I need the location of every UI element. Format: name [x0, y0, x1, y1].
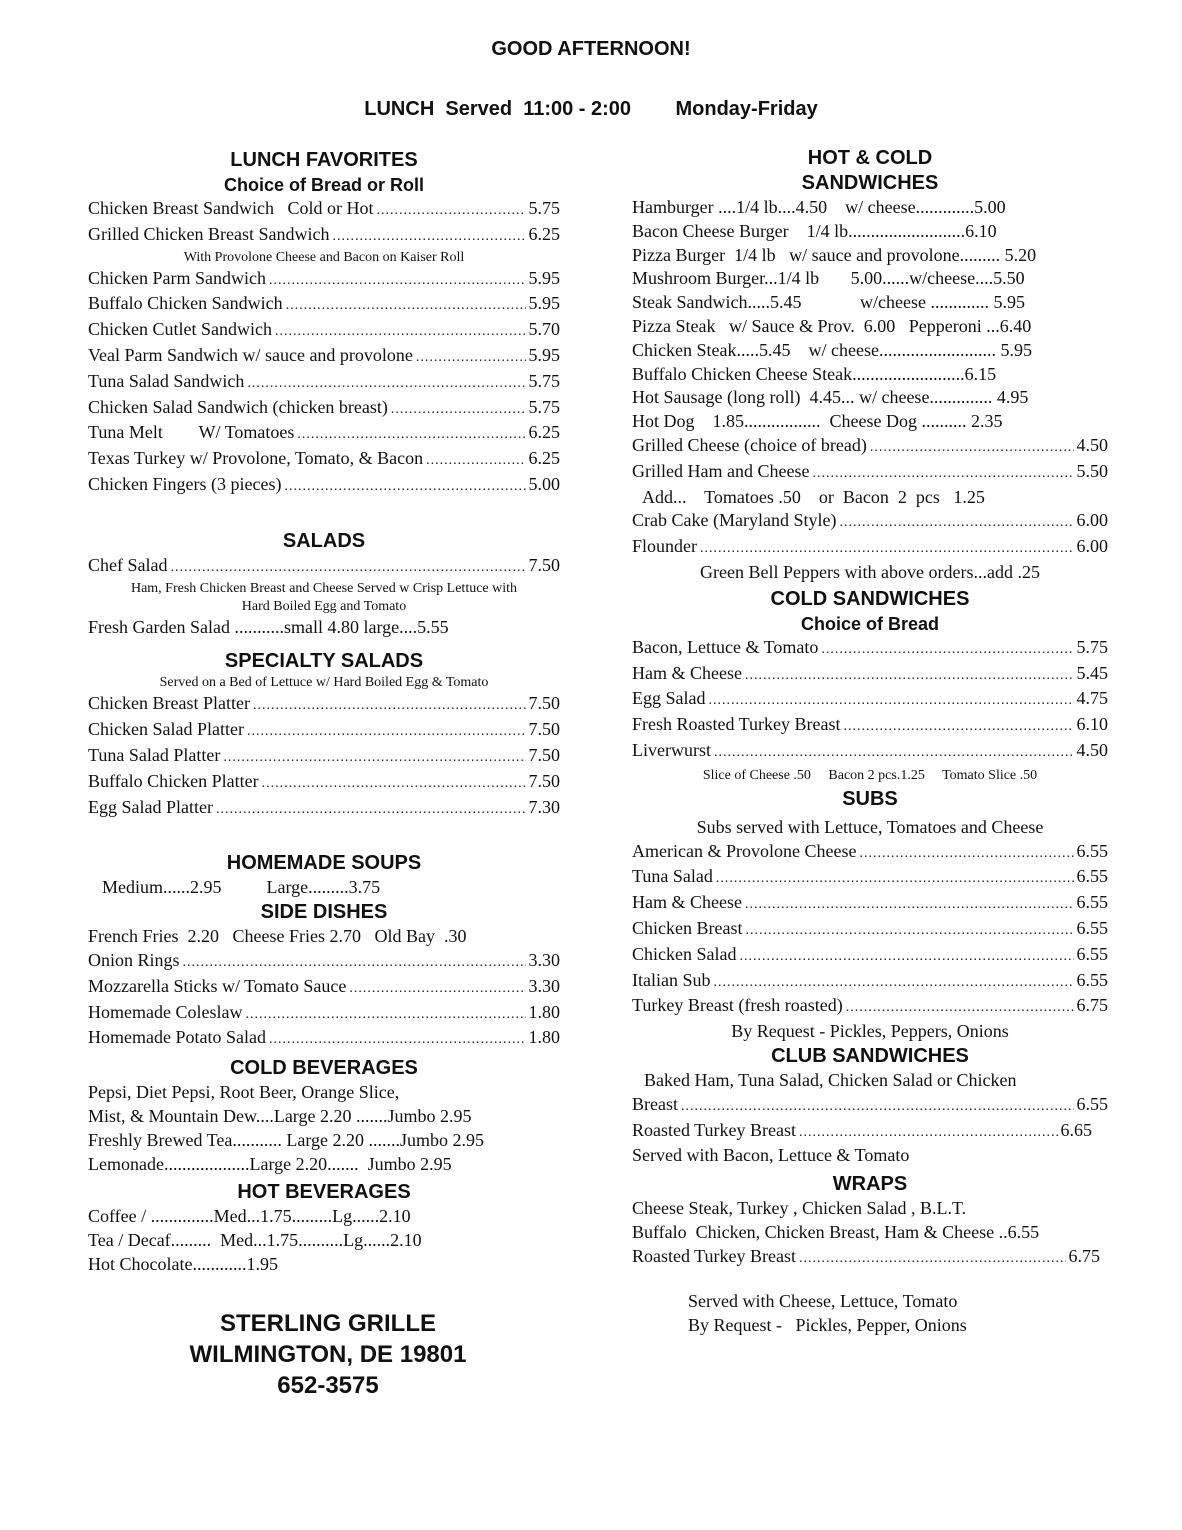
menu-line: Chicken Steak.....5.45 w/ cheese.......................... 5.95	[632, 339, 1032, 360]
subs-request: By Request - Pickles, Peppers, Onions	[731, 1021, 1009, 1042]
restaurant-city: WILMINGTON, DE 19801	[189, 1341, 467, 1368]
menu-item: Grilled Chicken Breast Sandwich ..... 6.25	[88, 223, 560, 249]
menu-item: Liverwurst ..... 4.50	[632, 739, 1108, 765]
beverage-line: Freshly Brewed Tea........... Large 2.20 .......Jumbo 2.95	[88, 1129, 485, 1150]
menu-item: Roasted Turkey Breast ..... 6.65	[632, 1119, 1092, 1145]
lunch-favorites-title: LUNCH FAVORITES	[230, 149, 418, 171]
menu-item: Fresh Roasted Turkey Breast ..... 6.10	[632, 713, 1108, 739]
menu-item: Tuna Melt W/ Tomatoes ..... 6.25	[88, 421, 560, 447]
cold-sandwiches-title: COLD SANDWICHES	[770, 587, 970, 610]
menu-item: Roasted Turkey Breast ..... 6.75	[632, 1245, 1100, 1271]
extras-line: Slice of Cheese .50 Bacon 2 pcs.1.25 Tomato Slice .50	[702, 767, 1038, 783]
menu-line: Hot Sausage (long roll) 4.45... w/ cheese.............. 4.95	[632, 387, 1029, 408]
menu-item: Buffalo Chicken Platter ..... 7.50	[88, 770, 560, 796]
menu-item: Ham & Cheese ..... 5.45	[632, 662, 1108, 688]
menu-item: American & Provolone Cheese ..... 6.55	[632, 840, 1108, 866]
restaurant-phone: 652-3575	[277, 1372, 379, 1399]
wraps-line: Cheese Steak, Turkey , Chicken Salad , B.L.T.	[632, 1198, 967, 1219]
wraps-title: WRAPS	[832, 1173, 908, 1196]
menu-line: Steak Sandwich.....5.45 w/cheese ............. 5.95	[632, 292, 1025, 313]
salads-title: SALADS	[282, 529, 366, 552]
menu-item: Chicken Fingers (3 pieces) ..... 5.00	[88, 473, 560, 499]
club-served: Served with Bacon, Lettuce & Tomato	[632, 1145, 910, 1166]
menu-item: Grilled Cheese (choice of bread) ..... 4.50	[632, 434, 1108, 460]
garden-salad-line: Fresh Garden Salad ...........small 4.80 large....5.55	[88, 616, 449, 637]
menu-item: Buffalo Chicken Sandwich ..... 5.95	[88, 292, 560, 318]
beverage-line: Hot Chocolate............1.95	[88, 1253, 278, 1274]
hot-beverages-title: HOT BEVERAGES	[237, 1181, 411, 1204]
subs-title: SUBS	[842, 787, 898, 810]
menu-item: Bacon, Lettuce & Tomato ..... 5.75	[632, 636, 1108, 662]
menu-line: Bacon Cheese Burger 1/4 lb..........................6.10	[632, 220, 997, 241]
restaurant-name: STERLING GRILLE	[220, 1310, 436, 1337]
menu-item: Grilled Ham and Cheese ..... 5.50	[632, 460, 1108, 486]
menu-line: Pizza Steak w/ Sauce & Prov. 6.00 Pepperoni ...6.40	[632, 315, 1032, 336]
menu-item: Tuna Salad Platter ..... 7.50	[88, 744, 560, 770]
menu-item: Chicken Salad ..... 6.55	[632, 943, 1108, 969]
beverage-line: Tea / Decaf......... Med...1.75..........Lg......2.10	[88, 1230, 422, 1251]
side-dishes-title: SIDE DISHES	[260, 901, 388, 924]
menu-line: Buffalo Chicken Cheese Steak.........................6.15	[632, 363, 997, 384]
menu-item: Crab Cake (Maryland Style) ..... 6.00	[632, 509, 1108, 535]
menu-item: Homemade Potato Salad ..... 1.80	[88, 1026, 560, 1052]
menu-item: Turkey Breast (fresh roasted) ..... 6.75	[632, 994, 1108, 1020]
menu-item: Chicken Salad Sandwich (chicken breast) ..... 5.75	[88, 396, 560, 422]
menu-item: Tuna Salad Sandwich ..... 5.75	[88, 370, 560, 396]
club-line: Baked Ham, Tuna Salad, Chicken Salad or Chicken	[644, 1069, 1017, 1090]
greeting: GOOD AFTERNOON!	[491, 38, 691, 60]
menu-item: Texas Turkey w/ Provolone, Tomato, & Bacon ..... 6.25	[88, 447, 560, 473]
wraps-served: Served with Cheese, Lettuce, Tomato	[688, 1291, 958, 1312]
hot-cold-title: HOT & COLD	[807, 147, 933, 169]
menu-item: Chicken Parm Sandwich ..... 5.95	[88, 267, 560, 293]
beverage-line: Lemonade...................Large 2.20....... Jumbo 2.95	[88, 1153, 452, 1174]
menu-item: Chicken Salad Platter ..... 7.50	[88, 718, 560, 744]
fries-line: French Fries 2.20 Cheese Fries 2.70 Old Bay .30	[88, 926, 467, 947]
menu-item: Ham & Cheese ..... 6.55	[632, 891, 1108, 917]
menu-item: Veal Parm Sandwich w/ sauce and provolone ..... 5.95	[88, 344, 560, 370]
beverage-line: Mist, & Mountain Dew....Large 2.20 .......Jumbo 2.95	[88, 1105, 472, 1126]
menu-item: Breast ..... 6.55	[632, 1093, 1108, 1119]
menu-line: Pizza Burger 1/4 lb w/ sauce and provolone......... 5.20	[632, 244, 1037, 265]
lunch-hours: LUNCH Served 11:00 - 2:00 Monday-Friday	[364, 98, 818, 120]
specialty-note: Served on a Bed of Lettuce w/ Hard Boiled Egg & Tomato	[159, 675, 489, 691]
peppers-line: Green Bell Peppers with above orders...add .25	[700, 561, 1040, 582]
right-column	[632, 146, 1108, 1338]
specialty-salads-title: SPECIALTY SALADS	[224, 650, 424, 673]
menu-line: Hamburger ....1/4 lb....4.50 w/ cheese.............5.00	[632, 197, 1006, 217]
menu-item: Chicken Breast Platter ..... 7.50	[88, 692, 560, 718]
cold-beverages-title: COLD BEVERAGES	[230, 1057, 418, 1080]
left-column	[88, 148, 560, 1277]
beverage-line: Coffee / ..............Med...1.75.........Lg......2.10	[88, 1206, 411, 1227]
item-note: Ham, Fresh Chicken Breast and Cheese Served w Crisp Lettuce with Hard Boiled Egg and Tomato	[130, 580, 518, 614]
hot-cold-title-2: SANDWICHES	[801, 172, 939, 194]
subs-intro: Subs served with Lettuce, Tomatoes and Cheese	[696, 816, 1044, 837]
lunch-favorites-subtitle: Choice of Bread or Roll	[223, 175, 425, 195]
menu-item: Egg Salad Platter ..... 7.30	[88, 796, 560, 822]
soups-title: HOMEMADE SOUPS	[226, 852, 422, 875]
menu-item: Egg Salad ..... 4.75	[632, 687, 1108, 713]
menu-item: Chicken Breast ..... 6.55	[632, 917, 1108, 943]
item-note: With Provolone Cheese and Bacon on Kaiser Roll	[183, 249, 465, 265]
restaurant-footer	[88, 1308, 568, 1401]
menu-line: Mushroom Burger...1/4 lb 5.00......w/cheese....5.50	[632, 268, 1025, 289]
wraps-line: Buffalo Chicken, Chicken Breast, Ham & Cheese ..6.55	[632, 1221, 1040, 1242]
menu-item: Onion Rings ..... 3.30	[88, 949, 560, 975]
club-sandwiches-title: CLUB SANDWICHES	[771, 1044, 969, 1067]
menu-item: Mozzarella Sticks w/ Tomato Sauce ..... 3.30	[88, 975, 560, 1001]
cold-sandwiches-subtitle: Choice of Bread	[800, 613, 940, 634]
add-ons-line: Add... Tomatoes .50 or Bacon 2 pcs 1.25	[642, 486, 985, 507]
menu-item: Flounder ..... 6.00	[632, 535, 1108, 561]
beverage-line: Pepsi, Diet Pepsi, Root Beer, Orange Slice,	[88, 1082, 400, 1103]
wraps-request: By Request - Pickles, Pepper, Onions	[688, 1315, 967, 1336]
soups-line: Medium......2.95 Large.........3.75	[102, 877, 381, 898]
menu-item: Homemade Coleslaw ..... 1.80	[88, 1001, 560, 1027]
menu-line: Hot Dog 1.85................. Cheese Dog .......... 2.35	[632, 411, 1003, 432]
menu-item: Chicken Breast Sandwich Cold or Hot ..... 5.75	[88, 197, 560, 223]
menu-item: Chef Salad ..... 7.50	[88, 554, 560, 580]
menu-item: Chicken Cutlet Sandwich ..... 5.70	[88, 318, 560, 344]
menu-item: Italian Sub ..... 6.55	[632, 969, 1108, 995]
menu-item: Tuna Salad ..... 6.55	[632, 865, 1108, 891]
